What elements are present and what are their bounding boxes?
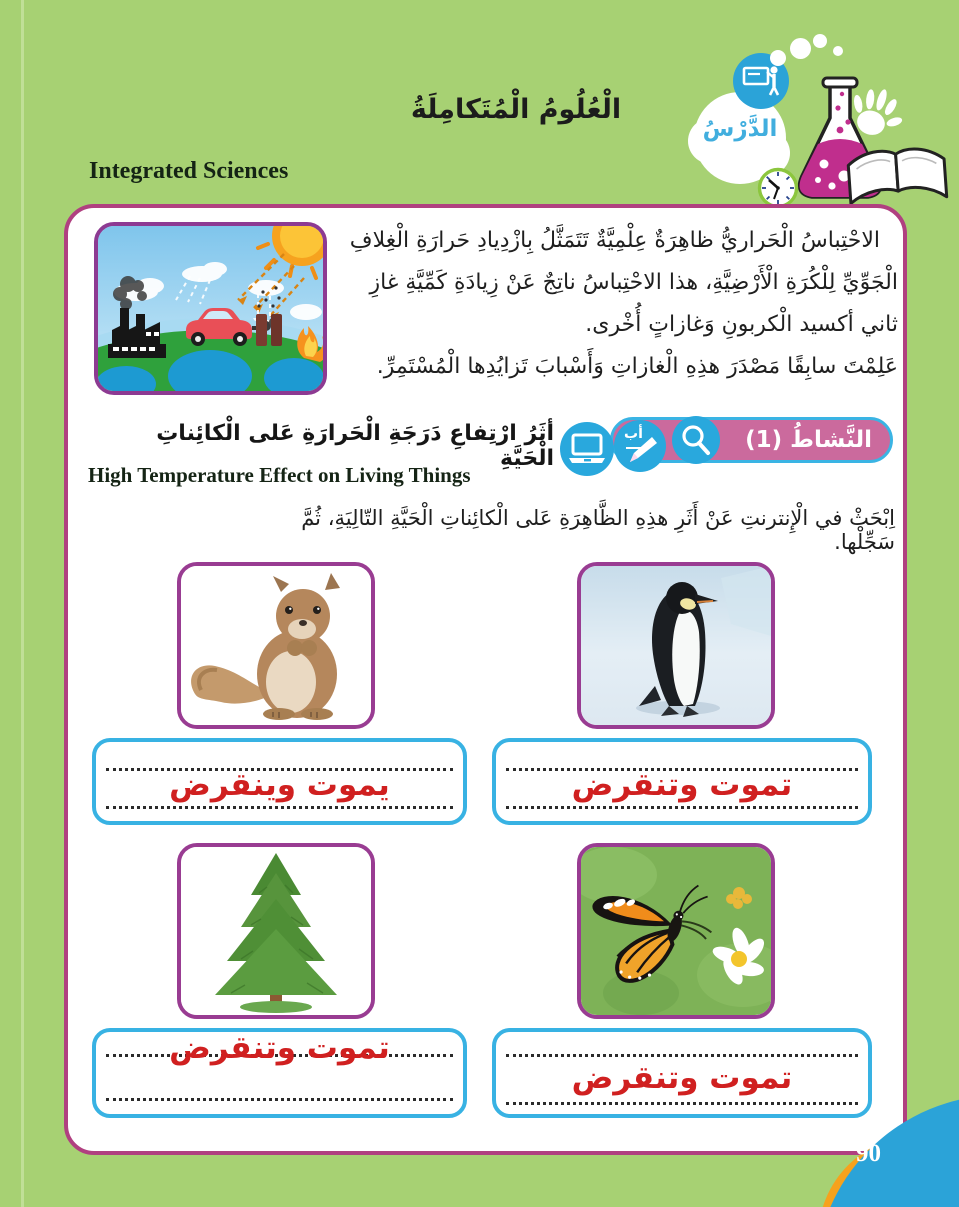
flask-bubble bbox=[813, 34, 827, 48]
activity-instruction: اِبْحَثْ في الْإِنترنتِ عَنْ أَثَرِ هذِهِ الظَّاهِرَةِ عَلى الْكائِناتِ الْحَيَّةِ التّالِيَةِ، ثُمَّ سَجِّلْها. bbox=[301, 506, 895, 554]
answer-text-butterfly: تموت وتنقرض bbox=[571, 1060, 793, 1096]
dotted-line bbox=[506, 1054, 858, 1057]
intro-line: الاحْتِباسُ الْحَراريُّ ظاهِرَةٌ عِلْمِيَّةٌ تَتَمَثَّلُ بِازْدِيادِ حَرارَةِ الْغِلافِ bbox=[349, 228, 880, 253]
intro-line: عَلِمْتَ سابِقًا مَصْدَرَ هذِهِ الْغازاتِ وَأَسْبابَ تَزايُدِها الْمُسْتَمِرِّ. bbox=[376, 354, 898, 379]
activity-title-english: High Temperature Effect on Living Things bbox=[88, 463, 471, 487]
answer-text-squirrel: يموت وينقرض bbox=[169, 767, 390, 803]
penguin-image bbox=[577, 562, 775, 729]
answer-field-squirrel[interactable] bbox=[92, 738, 467, 825]
answer-text-tree: تموت وتنقرض bbox=[169, 1030, 390, 1066]
page-title-arabic: الْعُلُومُ الْمُتَكامِلَةُ bbox=[410, 94, 622, 125]
answer-field-tree[interactable] bbox=[92, 1028, 467, 1118]
intro-line: ثاني أكسيد الْكربونِ وَغازاتٍ أُخْرى. bbox=[585, 312, 898, 337]
intro-paragraph bbox=[346, 220, 898, 388]
answer-text-penguin: تموت وتنقرض bbox=[571, 767, 793, 803]
flask-bubble bbox=[770, 50, 786, 66]
page-title-english: Integrated Sciences bbox=[89, 158, 289, 184]
dotted-line bbox=[106, 1098, 453, 1101]
dotted-line bbox=[506, 806, 858, 809]
activity-badge-label: النَّشاطُ (1) bbox=[745, 427, 872, 453]
tree-image bbox=[177, 843, 375, 1019]
search-icon bbox=[672, 416, 720, 464]
activity-title-arabic: أثَرُ ارْتِفاعِ دَرَجَةِ الْحَرارَةِ عَلى الْكائِناتِ الْحَيَّةِ bbox=[156, 421, 554, 471]
answer-field-butterfly[interactable] bbox=[492, 1028, 872, 1118]
pencil-icon-label: أب bbox=[624, 426, 643, 442]
laptop-icon bbox=[560, 422, 614, 476]
page-number: 90 bbox=[856, 1140, 881, 1167]
page-spine-line bbox=[21, 0, 24, 1207]
open-book-icon bbox=[843, 138, 955, 214]
lesson-badge-label: الدَّرْسُ bbox=[702, 116, 778, 142]
flask-bubble bbox=[790, 38, 811, 59]
greenhouse-effect-illustration bbox=[94, 222, 327, 395]
flask-bubble bbox=[833, 46, 843, 56]
dotted-line bbox=[506, 1102, 858, 1105]
intro-line: الْجَوِّيِّ لِلْكُرَةِ الْأَرْضِيَّةِ، هذا الاحْتِباسُ ناتِجٌ عَنْ زِيادَةِ كَمِّيَّةِ غازِ bbox=[369, 270, 898, 295]
pencil-icon bbox=[614, 420, 666, 472]
butterfly-image bbox=[577, 843, 775, 1019]
answer-field-penguin[interactable] bbox=[492, 738, 872, 825]
dotted-line bbox=[106, 806, 453, 809]
squirrel-image bbox=[177, 562, 375, 729]
